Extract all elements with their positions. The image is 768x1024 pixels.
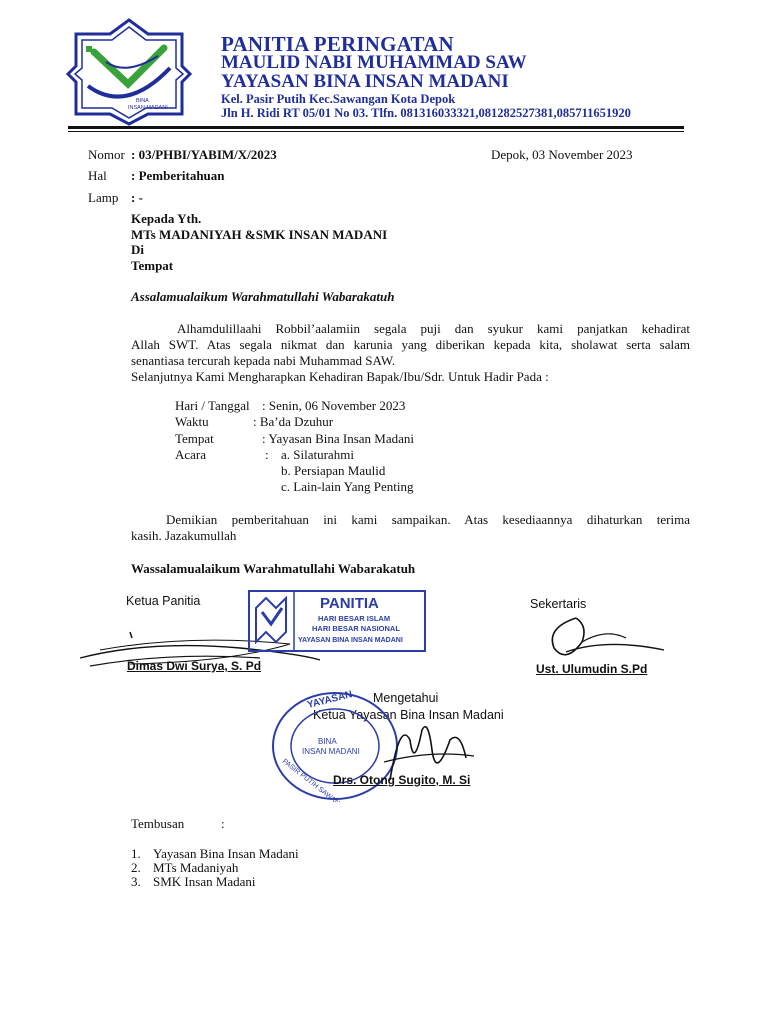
header-address-2: Jln H. Ridi RT 05/01 No 03. Tlfn. 081316033321,081282527381,085711651920 (221, 106, 631, 120)
tembusan-item: SMK Insan Madani (153, 874, 256, 889)
recipient-line-1: Kepada Yth. (131, 211, 202, 226)
greeting: Assalamualaikum Warahmatullahi Wabarakatuh (131, 289, 395, 304)
time-value: : Ba’da Dzuhur (253, 414, 334, 429)
event-item: b. Persiapan Maulid (281, 463, 386, 478)
tembusan-number: 3. (131, 874, 141, 889)
header-title-3: YAYASAN BINA INSAN MADANI (221, 71, 509, 92)
time-label: Waktu (175, 414, 209, 429)
stamp-ring-top: YAYASAN (306, 690, 354, 711)
recipient-line-3: Di (131, 242, 144, 257)
header-address-1: Kel. Pasir Putih Kec.Sawangan Kota Depok (221, 92, 456, 106)
place-value: : Yayasan Bina Insan Madani (262, 431, 415, 446)
ack-label: Mengetahui (373, 691, 439, 705)
tembusan-number: 1. (131, 846, 141, 861)
body-p1-line-3: senantiasa tercurah kepada nabi Muhammad SAW. (131, 353, 396, 368)
yayasan-logo (66, 18, 192, 126)
hal-value: : Pemberitahuan (131, 168, 225, 183)
place-label: Tempat (175, 431, 214, 446)
closing-salam: Wassalamualaikum Warahmatullahi Wabarakatuh (131, 561, 416, 576)
secretary-title: Sekertaris (530, 597, 587, 611)
chair-title: Ketua Panitia (126, 594, 201, 608)
logo-text-madani: INSAN MADANI (128, 105, 168, 111)
recipient-line-4: Tempat (131, 258, 174, 273)
place-date: Depok, 03 November 2023 (491, 147, 633, 162)
ack-title: Ketua Yayasan Bina Insan Madani (313, 708, 504, 722)
stamp-center-1: BINA (318, 737, 337, 746)
closing-line-1: Demikian pemberitahuan ini kami sampaikan. Atas kesediaannya dihaturkan terima (166, 512, 690, 527)
secretary-signature (536, 608, 676, 666)
ack-name: Drs. Otong Sugito, M. Si (333, 773, 471, 787)
body-p1-line-1: Alhamdulillaahi Robbil’aalamiin segala puji dan syukur kami panjatkan kehadirat (177, 321, 690, 336)
lamp-value: : - (131, 190, 143, 205)
tembusan-number: 2. (131, 860, 141, 875)
event-label: Acara (175, 447, 207, 462)
logo-text-bina: BINA (136, 98, 149, 104)
event-colon: : (265, 447, 269, 462)
header-rule-thin (68, 131, 684, 132)
event-item: a. Silaturahmi (281, 447, 354, 462)
nomor-value: : 03/PHBI/YABIM/X/2023 (131, 147, 277, 162)
stamp-panitia-line-2: HARI BESAR NASIONAL (312, 624, 400, 633)
tembusan-item: MTs Madaniyah (153, 860, 239, 875)
header-title-1: PANITIA PERINGATAN (221, 32, 454, 56)
chair-name: Dimas Dwi Surya, S. Pd (127, 659, 262, 673)
nomor-label: Nomor (88, 147, 125, 162)
header-rule-thick (68, 126, 684, 129)
secretary-name: Ust. Ulumudin S.Pd (536, 662, 648, 676)
stamp-center-2: INSAN MADANI (302, 747, 360, 756)
hal-label: Hal (88, 168, 107, 183)
stamp-panitia-line-3: YAYASAN BINA INSAN MADANI (298, 637, 403, 644)
body-p1-line-2: Allah SWT. Atas segala nikmat dan karunia yang diberikan kepada kita, sholawat serta salam (131, 337, 690, 352)
tembusan-item: Yayasan Bina Insan Madani (153, 846, 299, 861)
tembusan-colon: : (221, 816, 225, 831)
tembusan-label: Tembusan (131, 816, 185, 831)
stamp-panitia-title: PANITIA (320, 595, 379, 612)
body-p2: Selanjutnya Kami Mengharapkan Kehadiran Bapak/Ibu/Sdr. Untuk Hadir Pada : (131, 369, 549, 384)
closing-line-2: kasih. Jazakumullah (131, 528, 237, 543)
header-title-2: MAULID NABI MUHAMMAD SAW (221, 52, 527, 73)
stamp-ring-bottom: PASIR PUTIH SAWANGAN (280, 758, 353, 802)
lamp-label: Lamp (88, 190, 119, 205)
date-value: : Senin, 06 November 2023 (262, 398, 406, 413)
recipient-line-2: MTs MADANIYAH &SMK INSAN MADANI (131, 227, 388, 242)
event-item: c. Lain-lain Yang Penting (281, 479, 414, 494)
date-label: Hari / Tanggal (175, 398, 250, 413)
stamp-panitia-line-1: HARI BESAR ISLAM (318, 614, 391, 623)
panitia-stamp (248, 590, 426, 652)
